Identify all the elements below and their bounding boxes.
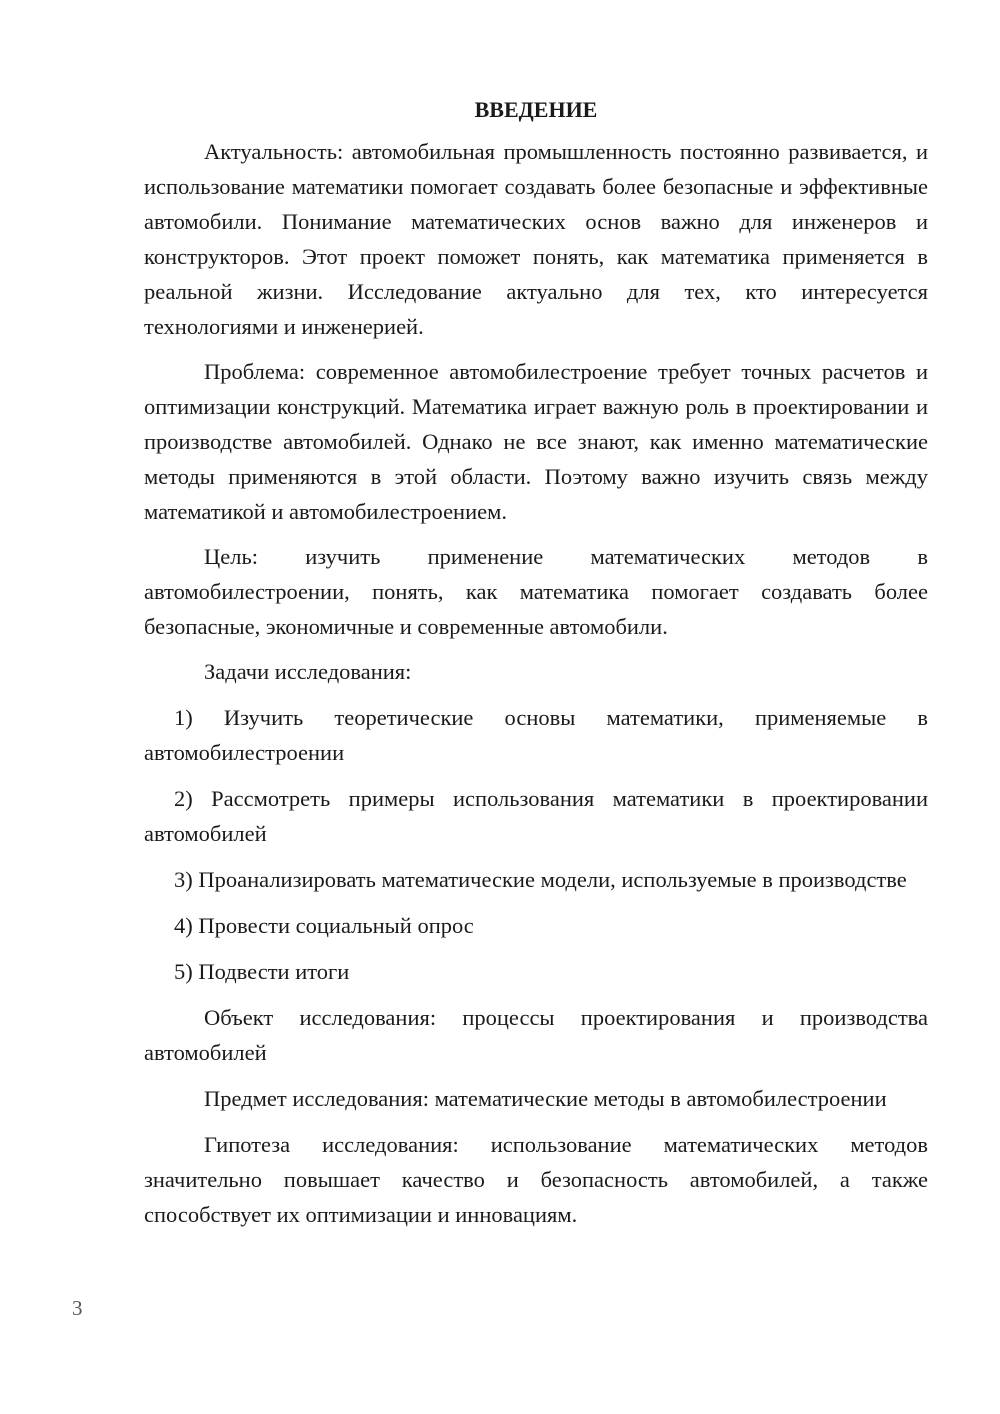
page-number: 3 (72, 1296, 83, 1320)
subject-paragraph: Предмет исследования: математические методы в автомобилестроении (204, 1086, 887, 1111)
object-paragraph: Объект исследования: процессы проектирования и производства автомобилей (144, 1005, 928, 1065)
task-item-4: 4) Провести социальный опрос (174, 913, 474, 938)
tasks-heading: Задачи исследования: (204, 659, 412, 684)
page-title: ВВЕДЕНИЕ (474, 97, 598, 122)
hypothesis-paragraph: Гипотеза исследования: использование математических методов значительно повышает качество и безопасность автомобилей, а также способствует их оптимизации и инновациям. (144, 1132, 928, 1227)
task-item-5: 5) Подвести итоги (174, 959, 350, 984)
task-item-2: 2) Рассмотреть примеры использования математики в проектировании автомобилей (144, 786, 928, 846)
relevance-paragraph: Актуальность: автомобильная промышленность постоянно развивается, и использование математики помогает создавать более безопасные и эффективные автомобили. Понимание математических основ важно для инженеров и конструкторов. Этот проект поможет понять, как математика применяется в реальной жизни. Исследование актуально для тех, кто интересуется технологиями и инженерией. (144, 139, 928, 339)
page-content (144, 92, 928, 1232)
task-item-3: 3) Проанализировать математические модели, используемые в производстве (174, 867, 907, 892)
problem-paragraph: Проблема: современное автомобилестроение требует точных расчетов и оптимизации конструкций. Математика играет важную роль в проектировании и производстве автомобилей. Однако не все знают, как именно математические методы применяются в этой области. Поэтому важно изучить связь между математикой и автомобилестроением. (144, 359, 928, 524)
task-item-1: 1) Изучить теоретические основы математики, применяемые в автомобилестроении (144, 705, 928, 765)
goal-paragraph: Цель: изучить применение математических методов в автомобилестроении, понять, как математика помогает создавать более безопасные, экономичные и современные автомобили. (144, 544, 928, 639)
